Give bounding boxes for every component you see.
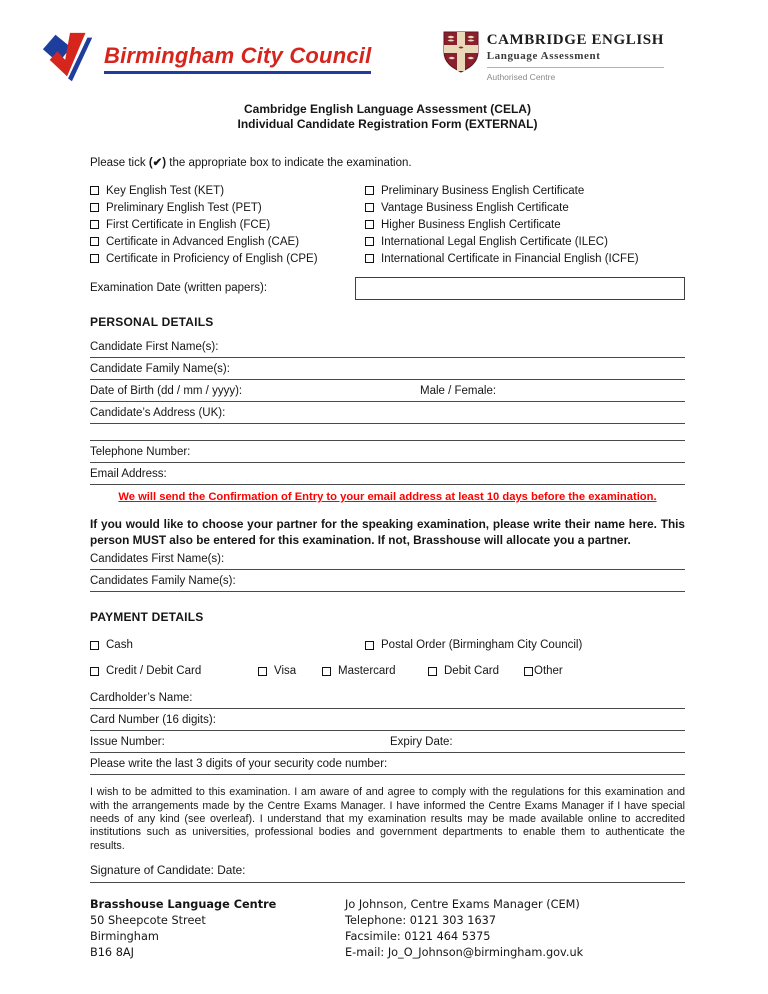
exam-options <box>90 182 685 267</box>
checkbox-icon[interactable] <box>90 254 99 263</box>
exam-option-label: Certificate in Advanced English (CAE) <box>106 235 300 248</box>
exam-option-prelim-bec[interactable] <box>365 182 685 199</box>
footer-telephone: Telephone: 0121 303 1637 <box>345 914 497 928</box>
exam-date-row <box>90 276 685 300</box>
birmingham-city-council-logo <box>40 30 371 86</box>
authorised-centre-label: Authorised Centre <box>486 72 556 82</box>
cambridge-logo-line2: Language Assessment <box>486 50 601 62</box>
checkbox-icon[interactable] <box>365 220 374 229</box>
footer-street: 50 Sheepcote Street <box>90 914 206 928</box>
payment-option-label: Credit / Debit Card <box>106 665 202 678</box>
field-telephone[interactable] <box>90 441 685 463</box>
bcc-heart-icon <box>40 30 100 86</box>
tick-mark-icon: (✔) <box>148 157 167 169</box>
field-cardholder-name[interactable] <box>90 687 685 709</box>
date-label: Date: <box>217 863 246 878</box>
payment-details-heading: PAYMENT DETAILS <box>90 610 204 625</box>
tick-instruction <box>90 155 685 169</box>
tick-instruction-post: the appropriate box to indicate the examination. <box>166 157 412 169</box>
payment-option-label: Visa <box>274 665 297 678</box>
payment-option-credit-debit[interactable] <box>90 665 201 677</box>
field-label: Card Number (16 digits): <box>90 714 216 727</box>
footer-manager-name: Jo Johnson, Centre Exams Manager (CEM) <box>345 898 580 912</box>
footer-centre-name: Brasshouse Language Centre <box>90 898 277 912</box>
field-address[interactable] <box>90 402 685 424</box>
checkbox-icon[interactable] <box>90 220 99 229</box>
expiry-date-label: Expiry Date: <box>390 736 453 749</box>
field-partner-first-name[interactable] <box>90 548 685 570</box>
tick-instruction-pre: Please tick <box>90 157 149 169</box>
checkbox-icon[interactable] <box>365 203 374 212</box>
checkbox-icon[interactable] <box>322 667 331 676</box>
payment-option-label: Postal Order (Birmingham City Council) <box>381 639 583 652</box>
payment-option-mastercard[interactable] <box>322 665 396 677</box>
field-label: Cardholder’s Name: <box>90 692 193 705</box>
checkbox-icon[interactable] <box>90 641 99 650</box>
checkbox-icon[interactable] <box>90 186 99 195</box>
issue-number-label: Issue Number: <box>90 736 165 749</box>
cambridge-logo-line1: CAMBRIDGE ENGLISH <box>486 32 664 48</box>
field-label: Candidates First Name(s): <box>90 553 225 566</box>
form-title-line2: Individual Candidate Registration Form (EXTERNAL) <box>237 117 538 131</box>
exam-option-label: Key English Test (KET) <box>106 184 225 197</box>
payment-option-postal-order[interactable] <box>365 639 582 651</box>
payment-option-cash[interactable] <box>90 639 133 651</box>
cambridge-logo-text <box>487 30 664 82</box>
partner-note: If you would like to choose your partner for the speaking examination, please write their name here. This person MUST also be entered for this examination. If not, Brasshouse will allocate you a partner. <box>90 517 685 547</box>
field-label: Candidate First Name(s): <box>90 341 219 353</box>
exam-options-left-column <box>90 182 365 267</box>
field-address-extra-line[interactable] <box>90 424 685 441</box>
payment-option-debit-card[interactable] <box>428 665 499 677</box>
footer-email: E-mail: Jo_O_Johnson@birmingham.gov.uk <box>345 946 584 960</box>
footer-address <box>90 897 345 961</box>
cambridge-logo-divider <box>487 67 664 68</box>
declaration-text: I wish to be admitted to this examination. I am aware of and agree to comply with the regulations for this examination and with the arrangements made by the Centre Exams Manager. I have informed the Centre Exams Manager if I have special needs of any kind (see overleaf). I understand that my examination results may be made available online to accredited institutions such as universities, professional bodies and government departments to enable them to authenticate the results. <box>90 786 685 852</box>
exam-option-ilec[interactable] <box>365 233 685 250</box>
field-family-name[interactable] <box>90 358 685 380</box>
exam-option-vantage-bec[interactable] <box>365 199 685 216</box>
signature-label: Signature of Candidate: <box>90 863 214 878</box>
email-confirmation-notice: We will send the Confirmation of Entry to your email address at least 10 days before the examination. <box>118 491 657 503</box>
field-label: Telephone Number: <box>90 446 191 458</box>
field-issue-expiry[interactable] <box>90 731 685 753</box>
field-label: Candidates Family Name(s): <box>90 575 236 588</box>
personal-details-heading: PERSONAL DETAILS <box>90 315 214 329</box>
payment-option-visa[interactable] <box>258 665 296 677</box>
checkbox-icon[interactable] <box>90 203 99 212</box>
exam-option-label: International Legal English Certificate (ILEC) <box>381 235 608 248</box>
footer-postcode: B16 8AJ <box>90 946 134 960</box>
checkbox-icon[interactable] <box>90 237 99 246</box>
exam-option-higher-bec[interactable] <box>365 216 685 233</box>
form-title <box>90 102 685 132</box>
field-label: Please write the last 3 digits of your security code number: <box>90 758 388 771</box>
field-signature-date[interactable] <box>90 857 685 883</box>
checkbox-icon[interactable] <box>524 667 533 676</box>
exam-date-label: Examination Date (written papers): <box>90 282 268 294</box>
footer-facsimile: Facsimile: 0121 464 5375 <box>345 930 491 944</box>
bcc-logo-text: Birmingham City Council <box>104 43 371 74</box>
gender-label: Male / Female: <box>420 385 497 397</box>
field-dob-gender[interactable] <box>90 380 685 402</box>
exam-option-label: Higher Business English Certificate <box>381 218 561 231</box>
field-partner-family-name[interactable] <box>90 570 685 592</box>
cambridge-english-logo <box>443 30 664 82</box>
form-body <box>0 102 768 961</box>
exam-option-label: First Certificate in English (FCE) <box>106 218 271 231</box>
exam-option-cae[interactable] <box>90 233 365 250</box>
field-email[interactable] <box>90 463 685 485</box>
exam-option-label: Vantage Business English Certificate <box>381 201 569 214</box>
exam-option-label: International Certificate in Financial English (ICFE) <box>381 252 639 265</box>
personal-details-fields <box>90 336 685 485</box>
footer-contact-details <box>345 897 685 961</box>
exam-option-label: Preliminary English Test (PET) <box>106 201 262 214</box>
exam-option-icfe[interactable] <box>365 250 685 267</box>
form-title-line1: Cambridge English Language Assessment (CELA) <box>244 102 531 116</box>
payment-option-label: Debit Card <box>444 665 499 678</box>
checkbox-icon[interactable] <box>90 667 99 676</box>
payment-option-label: Other <box>534 665 563 678</box>
partner-fields <box>90 548 685 592</box>
footer-city: Birmingham <box>90 930 159 944</box>
field-label: Candidate Family Name(s): <box>90 363 230 375</box>
cambridge-shield-icon <box>443 30 479 74</box>
exam-options-right-column <box>365 182 685 267</box>
payment-option-label: Cash <box>106 639 133 652</box>
payment-row-1 <box>90 639 685 654</box>
field-first-name[interactable] <box>90 336 685 358</box>
field-card-number[interactable] <box>90 709 685 731</box>
payment-option-label: Mastercard <box>338 665 396 678</box>
exam-option-label: Certificate in Proficiency of English (CPE) <box>106 252 318 265</box>
exam-option-ket[interactable] <box>90 182 365 199</box>
field-security-code[interactable] <box>90 753 685 775</box>
payment-option-other[interactable] <box>524 665 563 677</box>
exam-option-fce[interactable] <box>90 216 365 233</box>
field-label: Candidate’s Address (UK): <box>90 407 226 419</box>
header <box>0 0 768 86</box>
dob-label: Date of Birth (dd / mm / yyyy): <box>90 385 243 397</box>
checkbox-icon[interactable] <box>365 254 374 263</box>
checkbox-icon[interactable] <box>258 667 267 676</box>
card-fields <box>90 687 685 775</box>
field-label: Email Address: <box>90 468 167 480</box>
payment-row-2 <box>90 665 685 680</box>
checkbox-icon[interactable] <box>428 667 437 676</box>
checkbox-icon[interactable] <box>365 237 374 246</box>
exam-option-label: Preliminary Business English Certificate <box>381 184 585 197</box>
exam-option-pet[interactable] <box>90 199 365 216</box>
footer-contact-block <box>90 897 685 961</box>
exam-date-input[interactable] <box>355 277 685 300</box>
checkbox-icon[interactable] <box>365 641 374 650</box>
checkbox-icon[interactable] <box>365 186 374 195</box>
exam-option-cpe[interactable] <box>90 250 365 267</box>
